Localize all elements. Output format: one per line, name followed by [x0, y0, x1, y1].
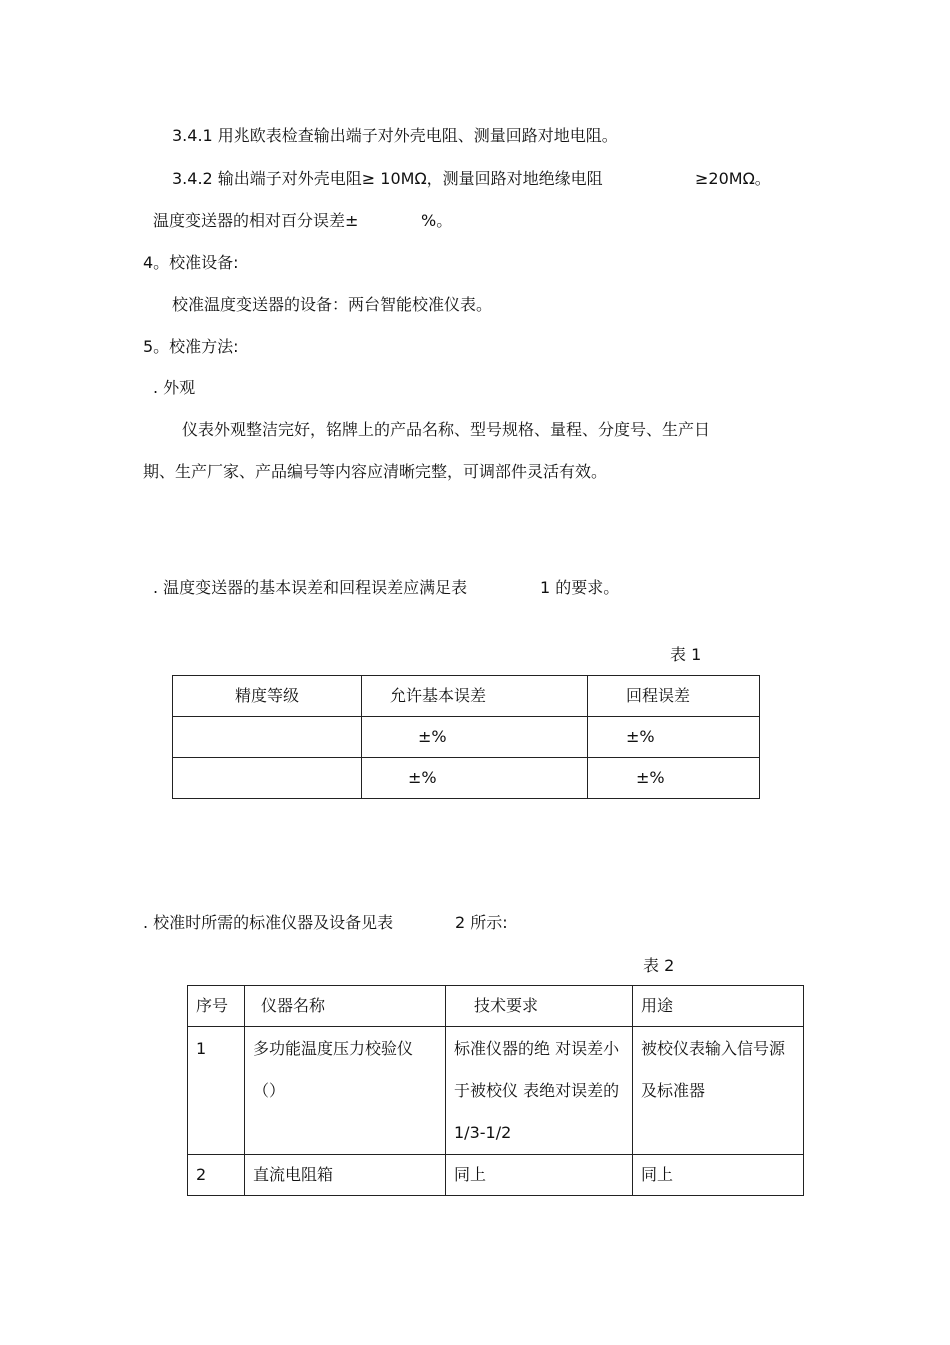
table-2-cell: 标准仪器的绝 对误差小于被校仪 表绝对误差的 1/3-1/2 [446, 1027, 633, 1155]
table-2-cell: 1 [188, 1027, 245, 1155]
table-1 [172, 675, 760, 799]
table-1-header-row [173, 676, 760, 717]
table-1-cell-text: ±% [626, 727, 655, 746]
table-1-cell-text: ±% [418, 727, 447, 746]
table-1-cell-text: ±% [636, 768, 665, 787]
table-2-header-cell: 序号 [188, 986, 245, 1027]
error-requirement: . 温度变送器的基本误差和回程误差应满足表 [153, 578, 468, 597]
error-requirement-ref: 1 的要求。 [540, 578, 620, 597]
paragraph-3-4-2: 3.4.2 输出端子对外壳电阻≥ 10MΩ，测量回路对地绝缘电阻 [172, 169, 603, 188]
table-1-row [173, 717, 760, 758]
table-1-cell [173, 717, 362, 758]
table-2 [187, 985, 804, 1196]
table-1-cell [588, 717, 760, 758]
table-2-cell: 2 [188, 1155, 245, 1196]
paragraph-3-4-1: 3.4.1 用兆欧表检查输出端子对外壳电阻、测量回路对地电阻。 [172, 126, 618, 145]
standard-instruments-ref: 2 所示: [455, 913, 508, 932]
table-2-header-cell: 用途 [633, 986, 804, 1027]
appearance-body-line-2: 期、生产厂家、产品编号等内容应清晰完整，可调部件灵活有效。 [143, 462, 608, 481]
table-2-caption: 表 2 [643, 956, 675, 975]
accuracy-requirement-unit: %。 [421, 211, 453, 230]
table-1-cell-text: ±% [408, 768, 437, 787]
table-1-header-text: 回程误差 [626, 686, 691, 705]
standard-instruments-intro: . 校准时所需的标准仪器及设备见表 [143, 913, 394, 932]
table-2-header-cell [446, 986, 633, 1027]
accuracy-requirement: 温度变送器的相对百分误差± [153, 211, 359, 230]
table-1-header-text: 允许基本误差 [390, 686, 487, 705]
table-2-row [188, 1027, 804, 1155]
appearance-title: . 外观 [153, 378, 196, 397]
appearance-body-line-1: 仪表外观整洁完好，铭牌上的产品名称、型号规格、量程、分度号、生产日 [182, 420, 711, 439]
table-2-header-text: 仪器名称 [261, 996, 326, 1015]
table-1-caption: 表 1 [670, 645, 702, 664]
table-2-cell: 多功能温度压力校验仪（） [245, 1027, 446, 1155]
table-1-row [173, 758, 760, 799]
table-2-header-cell [245, 986, 446, 1027]
table-1-cell [173, 758, 362, 799]
paragraph-3-4-2-insulation: ≥20MΩ。 [695, 169, 771, 188]
table-2-header-row [188, 986, 804, 1027]
table-1-cell [362, 758, 588, 799]
table-2-cell: 直流电阻箱 [245, 1155, 446, 1196]
table-2-header-text: 技术要求 [474, 996, 539, 1015]
table-2-cell: 同上 [633, 1155, 804, 1196]
table-1-cell [362, 717, 588, 758]
table-2-cell: 同上 [446, 1155, 633, 1196]
table-2-cell: 被校仪表输入信号源及标准器 [633, 1027, 804, 1155]
section-4-body: 校准温度变送器的设备：两台智能校准仪表。 [172, 295, 493, 314]
table-2-row [188, 1155, 804, 1196]
table-1-header-cell [362, 676, 588, 717]
section-5-title: 5。校准方法: [143, 337, 239, 356]
table-1-cell [588, 758, 760, 799]
table-1-header-cell [588, 676, 760, 717]
table-1-header-cell: 精度等级 [173, 676, 362, 717]
section-4-title: 4。校准设备: [143, 253, 239, 272]
